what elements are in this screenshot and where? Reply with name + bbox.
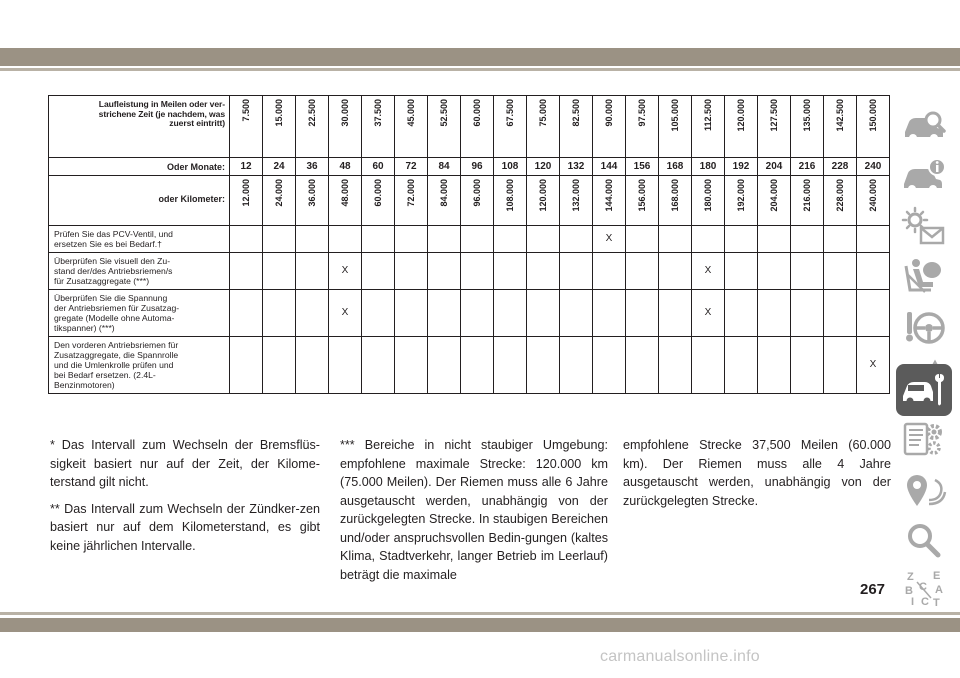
footnote-belt-interval: *** Bereiche in nicht staubiger Umgebung: empfohlene maximale Strecke: 120.000 km (75.000 Meilen). Der Riemen muss alle 6 Jahre ausgetauscht werden, unabhängig von der zurückgelegten Strecke. In staubigen Bereichen und/oder anspruchsvollen Bedin-gungen (kaltes Klima, Stadtverkehr, langer Betrieb im Leerlauf) beträgt die maximale	[340, 438, 608, 582]
schedule-mark-cell: X	[692, 290, 725, 337]
footnote-column-2	[340, 436, 608, 592]
task-description	[49, 337, 230, 394]
km-row	[49, 176, 890, 226]
bottom-rule	[0, 612, 960, 615]
months-value: 72	[395, 158, 428, 176]
miles-header-cell	[791, 96, 824, 158]
schedule-mark-cell	[857, 226, 890, 253]
schedule-mark-cell	[494, 226, 527, 253]
tab-safety[interactable]	[896, 250, 952, 302]
schedule-mark-cell	[857, 253, 890, 290]
schedule-mark-cell	[593, 337, 626, 394]
schedule-mark-cell	[362, 290, 395, 337]
warning-light-mail-icon	[901, 206, 947, 246]
schedule-mark-cell	[230, 337, 263, 394]
schedule-mark-cell	[362, 226, 395, 253]
schedule-mark-cell	[329, 337, 362, 394]
km-header-cell	[692, 176, 725, 226]
miles-value: 15.000	[274, 99, 284, 127]
footnote-brake-fluid: * Das Intervall zum Wechseln der Bremsflüs-sigkeit basiert nur auf der Zeit, der Kilome-terstand gilt nicht.	[50, 438, 320, 489]
schedule-mark-cell	[395, 290, 428, 337]
months-value: 144	[593, 158, 626, 176]
task-description-line: Überprüfen Sie die Spannung	[54, 293, 168, 303]
schedule-mark-cell	[758, 290, 791, 337]
km-value: 144.000	[604, 179, 614, 212]
schedule-mark-cell	[428, 253, 461, 290]
km-value: 180.000	[703, 179, 713, 212]
schedule-mark-cell	[758, 226, 791, 253]
tab-warning-lights[interactable]	[896, 200, 952, 252]
watermark: carmanualsonline.info	[600, 648, 760, 665]
schedule-mark-cell	[461, 290, 494, 337]
schedule-mark-cell	[824, 290, 857, 337]
footnote-belt-interval-continued: empfohlene Strecke 37,500 Meilen (60.000 km). Der Riemen muss alle 4 Jahre ausgetauscht werden, unabhängig von der zurückgelegten Strecke.	[623, 438, 891, 508]
task-description-line: tikspanner) (***)	[54, 323, 115, 333]
schedule-mark-cell	[857, 290, 890, 337]
schedule-mark-cell: X	[329, 253, 362, 290]
miles-header-cell	[560, 96, 593, 158]
months-value: 120	[527, 158, 560, 176]
car-info-icon	[901, 156, 947, 196]
km-value: 192.000	[736, 179, 746, 212]
km-header-cell	[857, 176, 890, 226]
tab-specifications[interactable]	[896, 414, 952, 466]
km-header-cell	[494, 176, 527, 226]
tab-servicing-maintenance[interactable]	[896, 364, 952, 416]
tab-car-info[interactable]	[896, 150, 952, 202]
schedule-mark-cell	[494, 290, 527, 337]
schedule-mark-cell	[263, 290, 296, 337]
task-description-line: Prüfen Sie das PCV-Ventil, und	[54, 229, 173, 239]
miles-value: 7.500	[241, 99, 251, 122]
schedule-mark-cell: X	[329, 290, 362, 337]
miles-header-cell	[626, 96, 659, 158]
footnote-column-3	[623, 436, 891, 518]
task-row	[49, 226, 890, 253]
months-value: 204	[758, 158, 791, 176]
miles-header-cell	[527, 96, 560, 158]
months-value: 12	[230, 158, 263, 176]
svg-text:A: A	[935, 584, 943, 596]
months-value: 216	[791, 158, 824, 176]
schedule-mark-cell	[659, 337, 692, 394]
schedule-mark-cell	[725, 337, 758, 394]
schedule-mark-cell	[461, 337, 494, 394]
footnote-spark-plugs: ** Das Intervall zum Wechseln der Zündker-zen basiert nur auf dem Kilometerstand, es gibt keine jährlichen Intervalle.	[50, 501, 320, 553]
task-description-line: Zusatzaggregate, die Spannrolle	[54, 350, 179, 360]
miles-header-cell	[362, 96, 395, 158]
interval-header-label	[49, 96, 230, 158]
location-nav-icon	[901, 470, 947, 510]
miles-value: 127.500	[769, 99, 779, 132]
task-description-line: Den vorderen Antriebsriemen für	[54, 340, 179, 350]
interval-header-line: strichene Zeit (je nachdem, was	[98, 108, 225, 119]
months-row	[49, 158, 890, 176]
task-description-line: für Zusatzaggregate (***)	[54, 276, 150, 286]
svg-text:Z: Z	[907, 571, 914, 583]
miles-header-cell	[593, 96, 626, 158]
schedule-mark-cell	[230, 290, 263, 337]
tab-search[interactable]	[896, 514, 952, 566]
schedule-mark-cell	[758, 337, 791, 394]
schedule-mark-cell	[395, 337, 428, 394]
km-header-cell	[725, 176, 758, 226]
km-header-cell	[560, 176, 593, 226]
svg-text:T: T	[933, 597, 940, 608]
km-value: 216.000	[802, 179, 812, 212]
schedule-mark-cell	[692, 226, 725, 253]
miles-header-cell	[230, 96, 263, 158]
schedule-mark-cell	[230, 253, 263, 290]
bottom-color-band	[0, 618, 960, 632]
specs-gear-icon	[901, 420, 947, 460]
footnote-column-1	[50, 436, 320, 563]
task-description	[49, 226, 230, 253]
km-header-cell	[791, 176, 824, 226]
km-header-cell	[428, 176, 461, 226]
miles-header-cell	[329, 96, 362, 158]
search-icon	[901, 520, 947, 560]
schedule-mark-cell	[824, 253, 857, 290]
miles-value: 150.000	[868, 99, 878, 132]
miles-header-cell	[263, 96, 296, 158]
schedule-mark-cell	[824, 226, 857, 253]
tab-car-search[interactable]	[896, 100, 952, 152]
km-value: 240.000	[868, 179, 878, 212]
miles-value: 60.000	[472, 99, 482, 127]
schedule-mark-cell	[296, 337, 329, 394]
miles-value: 37.500	[373, 99, 383, 127]
miles-header-cell	[824, 96, 857, 158]
miles-header-cell	[857, 96, 890, 158]
miles-value: 45.000	[406, 99, 416, 127]
miles-value: 135.000	[802, 99, 812, 132]
schedule-mark-cell	[527, 290, 560, 337]
km-value: 168.000	[670, 179, 680, 212]
task-description-line: gregate (Modelle ohne Automa-	[54, 313, 175, 323]
miles-header-cell	[461, 96, 494, 158]
task-description-line: der Antriebsriemen für Zusatzag-	[54, 303, 180, 313]
schedule-mark-cell	[527, 337, 560, 394]
schedule-mark-cell	[263, 226, 296, 253]
bottom-decor-band	[0, 612, 960, 632]
schedule-mark-cell	[494, 337, 527, 394]
miles-value: 30.000	[340, 99, 350, 127]
km-header-cell	[329, 176, 362, 226]
km-value: 48.000	[340, 179, 350, 207]
km-header-cell	[296, 176, 329, 226]
km-value: 24.000	[274, 179, 284, 207]
months-value: 60	[362, 158, 395, 176]
schedule-mark-cell	[395, 253, 428, 290]
months-value: 48	[329, 158, 362, 176]
miles-value: 120.000	[736, 99, 746, 132]
schedule-mark-cell	[791, 337, 824, 394]
miles-value: 105.000	[670, 99, 680, 132]
miles-header-cell	[296, 96, 329, 158]
months-value: 180	[692, 158, 725, 176]
svg-text:C: C	[921, 596, 929, 608]
km-value: 36.000	[307, 179, 317, 207]
steering-wheel-icon	[901, 306, 947, 346]
schedule-mark-cell	[395, 226, 428, 253]
airbag-seat-icon	[901, 256, 947, 296]
top-decor-band	[0, 0, 960, 70]
schedule-mark-cell	[428, 226, 461, 253]
car-wrench-icon	[901, 370, 947, 410]
miles-value: 97.500	[637, 99, 647, 127]
schedule-mark-cell	[263, 337, 296, 394]
months-value: 132	[560, 158, 593, 176]
miles-value: 82.500	[571, 99, 581, 127]
schedule-mark-cell	[725, 253, 758, 290]
tab-multimedia[interactable]	[896, 464, 952, 516]
miles-header-cell	[494, 96, 527, 158]
months-value: 24	[263, 158, 296, 176]
miles-value: 112.500	[703, 99, 713, 132]
task-row	[49, 290, 890, 337]
top-color-band	[0, 48, 960, 66]
miles-value: 22.500	[307, 99, 317, 127]
km-value: 228.000	[835, 179, 845, 212]
schedule-mark-cell	[626, 337, 659, 394]
km-header-cell	[395, 176, 428, 226]
schedule-mark-cell	[626, 253, 659, 290]
task-description-line: Überprüfen Sie visuell den Zu-	[54, 256, 171, 266]
months-value: 240	[857, 158, 890, 176]
schedule-mark-cell	[428, 290, 461, 337]
schedule-mark-cell: X	[857, 337, 890, 394]
schedule-mark-cell	[659, 226, 692, 253]
schedule-mark-cell	[659, 290, 692, 337]
schedule-mark-cell	[692, 337, 725, 394]
months-value: 228	[824, 158, 857, 176]
miles-header-row	[49, 96, 890, 158]
task-description-line: Benzinmotoren)	[54, 380, 115, 390]
schedule-mark-cell	[461, 253, 494, 290]
schedule-mark-cell	[362, 337, 395, 394]
km-value: 60.000	[373, 179, 383, 207]
task-description	[49, 290, 230, 337]
miles-header-cell	[659, 96, 692, 158]
schedule-mark-cell	[329, 226, 362, 253]
schedule-mark-cell	[263, 253, 296, 290]
miles-value: 52.500	[439, 99, 449, 127]
schedule-mark-cell	[791, 290, 824, 337]
miles-value: 67.500	[505, 99, 515, 127]
task-description-line: ersetzen Sie es bei Bedarf.†	[54, 239, 162, 249]
page-number: 267	[860, 581, 886, 598]
schedule-mark-cell	[791, 226, 824, 253]
top-rule	[0, 68, 960, 71]
km-header-cell	[659, 176, 692, 226]
schedule-mark-cell	[560, 253, 593, 290]
months-value: 156	[626, 158, 659, 176]
task-description-line: und die Umlenkrolle prüfen und	[54, 360, 174, 370]
schedule-mark-cell	[362, 253, 395, 290]
schedule-mark-cell	[230, 226, 263, 253]
km-value: 96.000	[472, 179, 482, 207]
km-header-cell	[824, 176, 857, 226]
km-value: 204.000	[769, 179, 779, 212]
schedule-mark-cell	[791, 253, 824, 290]
task-row	[49, 337, 890, 394]
miles-header-cell	[395, 96, 428, 158]
schedule-mark-cell	[626, 290, 659, 337]
schedule-mark-cell: X	[593, 226, 626, 253]
miles-header-cell	[758, 96, 791, 158]
task-description-line: bei Bedarf ersetzen. (2.4L-	[54, 370, 156, 380]
months-value: 168	[659, 158, 692, 176]
schedule-mark-cell	[296, 290, 329, 337]
tab-index[interactable]	[896, 562, 952, 614]
schedule-mark-cell	[428, 337, 461, 394]
schedule-mark-cell	[725, 290, 758, 337]
km-value: 12.000	[241, 179, 251, 207]
km-header-cell	[362, 176, 395, 226]
schedule-mark-cell	[560, 337, 593, 394]
km-value: 84.000	[439, 179, 449, 207]
schedule-mark-cell	[593, 290, 626, 337]
schedule-mark-cell	[494, 253, 527, 290]
km-value: 72.000	[406, 179, 416, 207]
car-search-icon	[901, 106, 947, 146]
km-header-cell	[593, 176, 626, 226]
km-label: oder Kilometer:	[49, 176, 230, 226]
schedule-mark-cell	[296, 226, 329, 253]
km-header-cell	[626, 176, 659, 226]
schedule-mark-cell	[758, 253, 791, 290]
interval-header-line: Laufleistung in Meilen oder ver-	[98, 99, 225, 109]
km-header-cell	[461, 176, 494, 226]
svg-text:E: E	[933, 570, 941, 582]
task-row	[49, 253, 890, 290]
miles-header-cell	[725, 96, 758, 158]
schedule-mark-cell	[824, 337, 857, 394]
schedule-mark-cell: X	[692, 253, 725, 290]
maintenance-schedule-table	[48, 95, 890, 394]
km-value: 156.000	[637, 179, 647, 212]
schedule-mark-cell	[527, 253, 560, 290]
km-value: 108.000	[505, 179, 515, 212]
miles-header-cell	[692, 96, 725, 158]
months-label: Oder Monate:	[49, 158, 230, 176]
km-value: 132.000	[571, 179, 581, 212]
km-header-cell	[263, 176, 296, 226]
svg-text:C: C	[919, 581, 927, 593]
miles-header-cell	[428, 96, 461, 158]
alphabet-index-icon	[901, 568, 947, 608]
interval-header-line: zuerst eintritt)	[169, 118, 225, 128]
km-header-cell	[758, 176, 791, 226]
schedule-mark-cell	[527, 226, 560, 253]
months-value: 84	[428, 158, 461, 176]
task-description	[49, 253, 230, 290]
months-value: 36	[296, 158, 329, 176]
schedule-mark-cell	[560, 226, 593, 253]
schedule-mark-cell	[461, 226, 494, 253]
km-header-cell	[230, 176, 263, 226]
tab-driving[interactable]	[896, 300, 952, 352]
svg-text:B: B	[905, 585, 913, 597]
miles-value: 90.000	[604, 99, 614, 127]
schedule-mark-cell	[659, 253, 692, 290]
schedule-mark-cell	[593, 253, 626, 290]
miles-value: 75.000	[538, 99, 548, 127]
months-value: 192	[725, 158, 758, 176]
task-description-line: stand der/des Antriebsriemen/s	[54, 266, 173, 276]
miles-value: 142.500	[835, 99, 845, 132]
schedule-mark-cell	[296, 253, 329, 290]
km-value: 120.000	[538, 179, 548, 212]
schedule-mark-cell	[725, 226, 758, 253]
km-header-cell	[527, 176, 560, 226]
schedule-mark-cell	[626, 226, 659, 253]
schedule-mark-cell	[560, 290, 593, 337]
svg-text:I: I	[911, 596, 915, 608]
months-value: 96	[461, 158, 494, 176]
months-value: 108	[494, 158, 527, 176]
